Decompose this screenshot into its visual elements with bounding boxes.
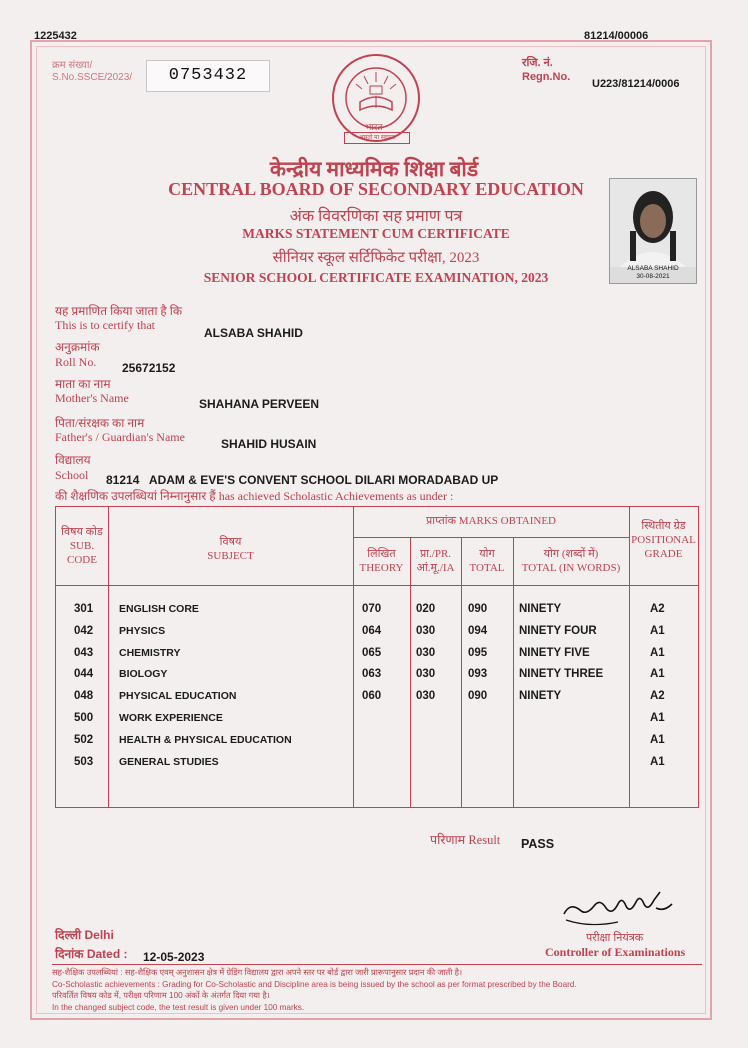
row-grade: A1 <box>650 756 665 768</box>
row-grade: A1 <box>650 625 665 637</box>
row-subject: CHEMISTRY <box>119 647 181 659</box>
header-marks <box>353 514 629 528</box>
row-total: 090 <box>468 603 488 615</box>
row-code: 301 <box>74 603 94 615</box>
emblem-bharat: भारत <box>365 122 383 132</box>
header-marks-hi: प्राप्तांक <box>425 515 457 527</box>
header-code <box>56 525 108 567</box>
table-row <box>56 756 698 772</box>
regn-label-en: Regn.No. <box>522 71 571 83</box>
title-hindi-cert: अंक विवरणिका सह प्रमाण पत्र <box>289 208 463 225</box>
header-code-en2: CODE <box>67 554 97 566</box>
header-code-hi: विषय कोड <box>61 526 103 538</box>
regn-label <box>522 56 570 84</box>
result-label-en: Result <box>468 833 501 847</box>
row-code: 500 <box>74 712 94 724</box>
dated-label <box>55 945 127 962</box>
header-words-en: TOTAL (IN WORDS) <box>521 562 621 574</box>
result-label <box>430 831 500 848</box>
result-label-hi: परिणाम <box>430 833 466 847</box>
row-subject: WORK EXPERIENCE <box>119 712 223 724</box>
row-code: 044 <box>74 668 94 680</box>
place-hi: दिल्ली <box>55 928 82 942</box>
row-total: 093 <box>468 668 488 680</box>
row-words: NINETY <box>519 690 562 702</box>
header-theory <box>353 547 410 575</box>
certify-label-hi: यह प्रमाणित किया जाता है कि <box>55 304 183 318</box>
roll-label-en: Roll No. <box>55 355 97 369</box>
dated-en: Dated : <box>86 947 128 961</box>
table-row <box>56 625 698 641</box>
regn-number: U223/81214/0006 <box>592 78 680 90</box>
header-pr-hi: प्रा./PR. <box>419 548 452 560</box>
footer-line-3: परिवर्तित विषय कोड में, परीक्षा परिणाम 100 अंकों के अंतर्गत दिया गया है। <box>52 991 270 1000</box>
table-row <box>56 712 698 728</box>
serial-label-hi: क्रम संख्या/ <box>52 60 93 71</box>
mother-name: SHAHANA PERVEEN <box>199 397 320 411</box>
row-words: NINETY FOUR <box>519 625 597 637</box>
row-subject: BIOLOGY <box>119 668 168 680</box>
row-subject: GENERAL STUDIES <box>119 756 219 768</box>
table-row <box>56 603 698 619</box>
header-grade-en1: POSITIONAL <box>631 534 696 546</box>
header-theory-en: THEORY <box>359 562 404 574</box>
header-grade-en2: GRADE <box>644 548 683 560</box>
mother-label-en: Mother's Name <box>55 391 129 405</box>
header-total-hi: योग <box>479 548 495 560</box>
table-row <box>56 734 698 750</box>
header-code-en1: SUB. <box>69 540 95 552</box>
row-grade: A1 <box>650 668 665 680</box>
header-subject <box>108 535 353 563</box>
father-name: SHAHID HUSAIN <box>221 437 317 451</box>
row-code: 502 <box>74 734 94 746</box>
table-row <box>56 647 698 663</box>
student-photo <box>609 178 697 284</box>
header-practical <box>410 547 461 575</box>
title-english-board: CENTRAL BOARD OF SECONDARY EDUCATION <box>168 179 584 199</box>
achieved-en: has achieved Scholastic Achievements as under : <box>218 489 454 503</box>
photo-name: ALSABA SHAHID <box>627 265 679 272</box>
student-name: ALSABA SHAHID <box>204 326 303 340</box>
row-code: 503 <box>74 756 94 768</box>
footer-line-2: Co-Scholastic achievements : Grading for Co-Scholastic and Discipline area is being issued by the school as per format prescribed by the Board. <box>52 979 577 989</box>
school-name: 81214 ADAM & EVE'S CONVENT SCHOOL DILARI MORADABAD UP <box>106 473 499 487</box>
controller-signature <box>560 884 680 930</box>
row-pr: 030 <box>416 690 436 702</box>
row-grade: A1 <box>650 734 665 746</box>
row-theory: 064 <box>362 625 382 637</box>
row-subject: HEALTH & PHYSICAL EDUCATION <box>119 734 292 746</box>
serial-number: 0753432 <box>146 60 270 92</box>
place-label <box>55 926 114 943</box>
student-portrait-icon <box>610 179 696 267</box>
row-theory: 060 <box>362 690 382 702</box>
serial-label-en: S.No.SSCE/2023/ <box>52 72 133 83</box>
controller-label-hi: परीक्षा नियंत्रक <box>586 932 644 944</box>
emblem-motto: असतो मा सद्गमय <box>344 132 410 144</box>
footer-line-1: सह-शैक्षिक उपलब्धियां : सह-शैक्षिक एवम् अनुशासन क्षेत्र में ग्रेडिंग विद्यालय द्वारा अपने स्तर पर बोर्ड द्वारा जारी प्रारूपानुसार प्रदान की जाती है। <box>52 968 463 977</box>
row-theory: 070 <box>362 603 382 615</box>
serial-label <box>52 60 132 84</box>
title-english-cert: MARKS STATEMENT CUM CERTIFICATE <box>242 226 510 241</box>
roll-label-hi: अनुक्रमांक <box>55 340 100 354</box>
roll-number: 25672152 <box>122 361 176 375</box>
header-total-en: TOTAL <box>469 562 505 574</box>
row-grade: A1 <box>650 712 665 724</box>
header-grade <box>629 519 698 561</box>
row-subject: ENGLISH CORE <box>119 603 199 615</box>
footer-line-4: In the changed subject code, the test result is given under 100 marks. <box>52 1002 305 1012</box>
row-grade: A2 <box>650 603 665 615</box>
signature-icon <box>560 884 680 930</box>
mother-label-hi: माता का नाम <box>55 377 111 391</box>
row-code: 043 <box>74 647 94 659</box>
row-theory: 063 <box>362 668 382 680</box>
header-marks-en: MARKS OBTAINED <box>458 515 557 527</box>
header-theory-hi: लिखित <box>367 548 396 560</box>
row-words: NINETY FIVE <box>519 647 590 659</box>
row-grade: A1 <box>650 647 665 659</box>
controller-label-en: Controller of Examinations <box>545 945 686 959</box>
row-pr: 030 <box>416 647 436 659</box>
row-words: NINETY <box>519 603 562 615</box>
top-right-code: 81214/00006 <box>584 30 649 42</box>
school-label-en: School <box>55 468 89 482</box>
achieved-line <box>55 487 453 504</box>
title-hindi-board: केन्द्रीय माध्यमिक शिक्षा बोर्ड <box>269 157 479 181</box>
row-total: 095 <box>468 647 488 659</box>
footer-divider <box>52 964 702 965</box>
row-total: 094 <box>468 625 488 637</box>
header-words-hi: योग (शब्दों में) <box>543 548 599 560</box>
father-label-hi: पिता/संरक्षक का नाम <box>55 416 145 430</box>
header-subject-hi: विषय <box>219 536 242 548</box>
header-total <box>461 547 513 575</box>
header-grade-hi: स्थितीय ग्रेड <box>641 520 686 532</box>
achieved-hi: की शैक्षणिक उपलब्धियां निम्नानुसार हैं <box>55 489 216 503</box>
place-en: Delhi <box>84 928 114 942</box>
title-english-exam: SENIOR SCHOOL CERTIFICATE EXAMINATION, 2023 <box>203 270 549 285</box>
header-words <box>513 547 629 575</box>
certify-label-en: This is to certify that <box>55 318 155 332</box>
row-theory: 065 <box>362 647 382 659</box>
dated-value: 12-05-2023 <box>143 950 205 964</box>
regn-label-hi: रजि. नं. <box>522 57 553 69</box>
row-pr: 030 <box>416 668 436 680</box>
marks-table <box>55 506 699 808</box>
header-subject-en: SUBJECT <box>207 550 254 562</box>
title-hindi-exam: सीनियर स्कूल सर्टिफिकेट परीक्षा, 2023 <box>272 250 480 266</box>
row-grade: A2 <box>650 690 665 702</box>
school-label-hi: विद्यालय <box>55 453 91 467</box>
header-pr-en: आं.मू./IA <box>416 562 455 574</box>
dated-hi: दिनांक <box>55 947 84 961</box>
result-value: PASS <box>521 837 555 851</box>
table-row <box>56 690 698 706</box>
father-label-en: Father's / Guardian's Name <box>55 430 185 444</box>
row-subject: PHYSICAL EDUCATION <box>119 690 237 702</box>
row-pr: 030 <box>416 625 436 637</box>
photo-date: 30-08-2021 <box>636 273 670 280</box>
row-code: 048 <box>74 690 94 702</box>
row-words: NINETY THREE <box>519 668 604 680</box>
row-pr: 020 <box>416 603 436 615</box>
photo-caption <box>610 265 696 281</box>
top-left-code: 1225432 <box>34 30 77 42</box>
row-code: 042 <box>74 625 94 637</box>
row-total: 090 <box>468 690 488 702</box>
table-row <box>56 668 698 684</box>
footer-notes <box>52 967 712 1013</box>
row-subject: PHYSICS <box>119 625 166 637</box>
